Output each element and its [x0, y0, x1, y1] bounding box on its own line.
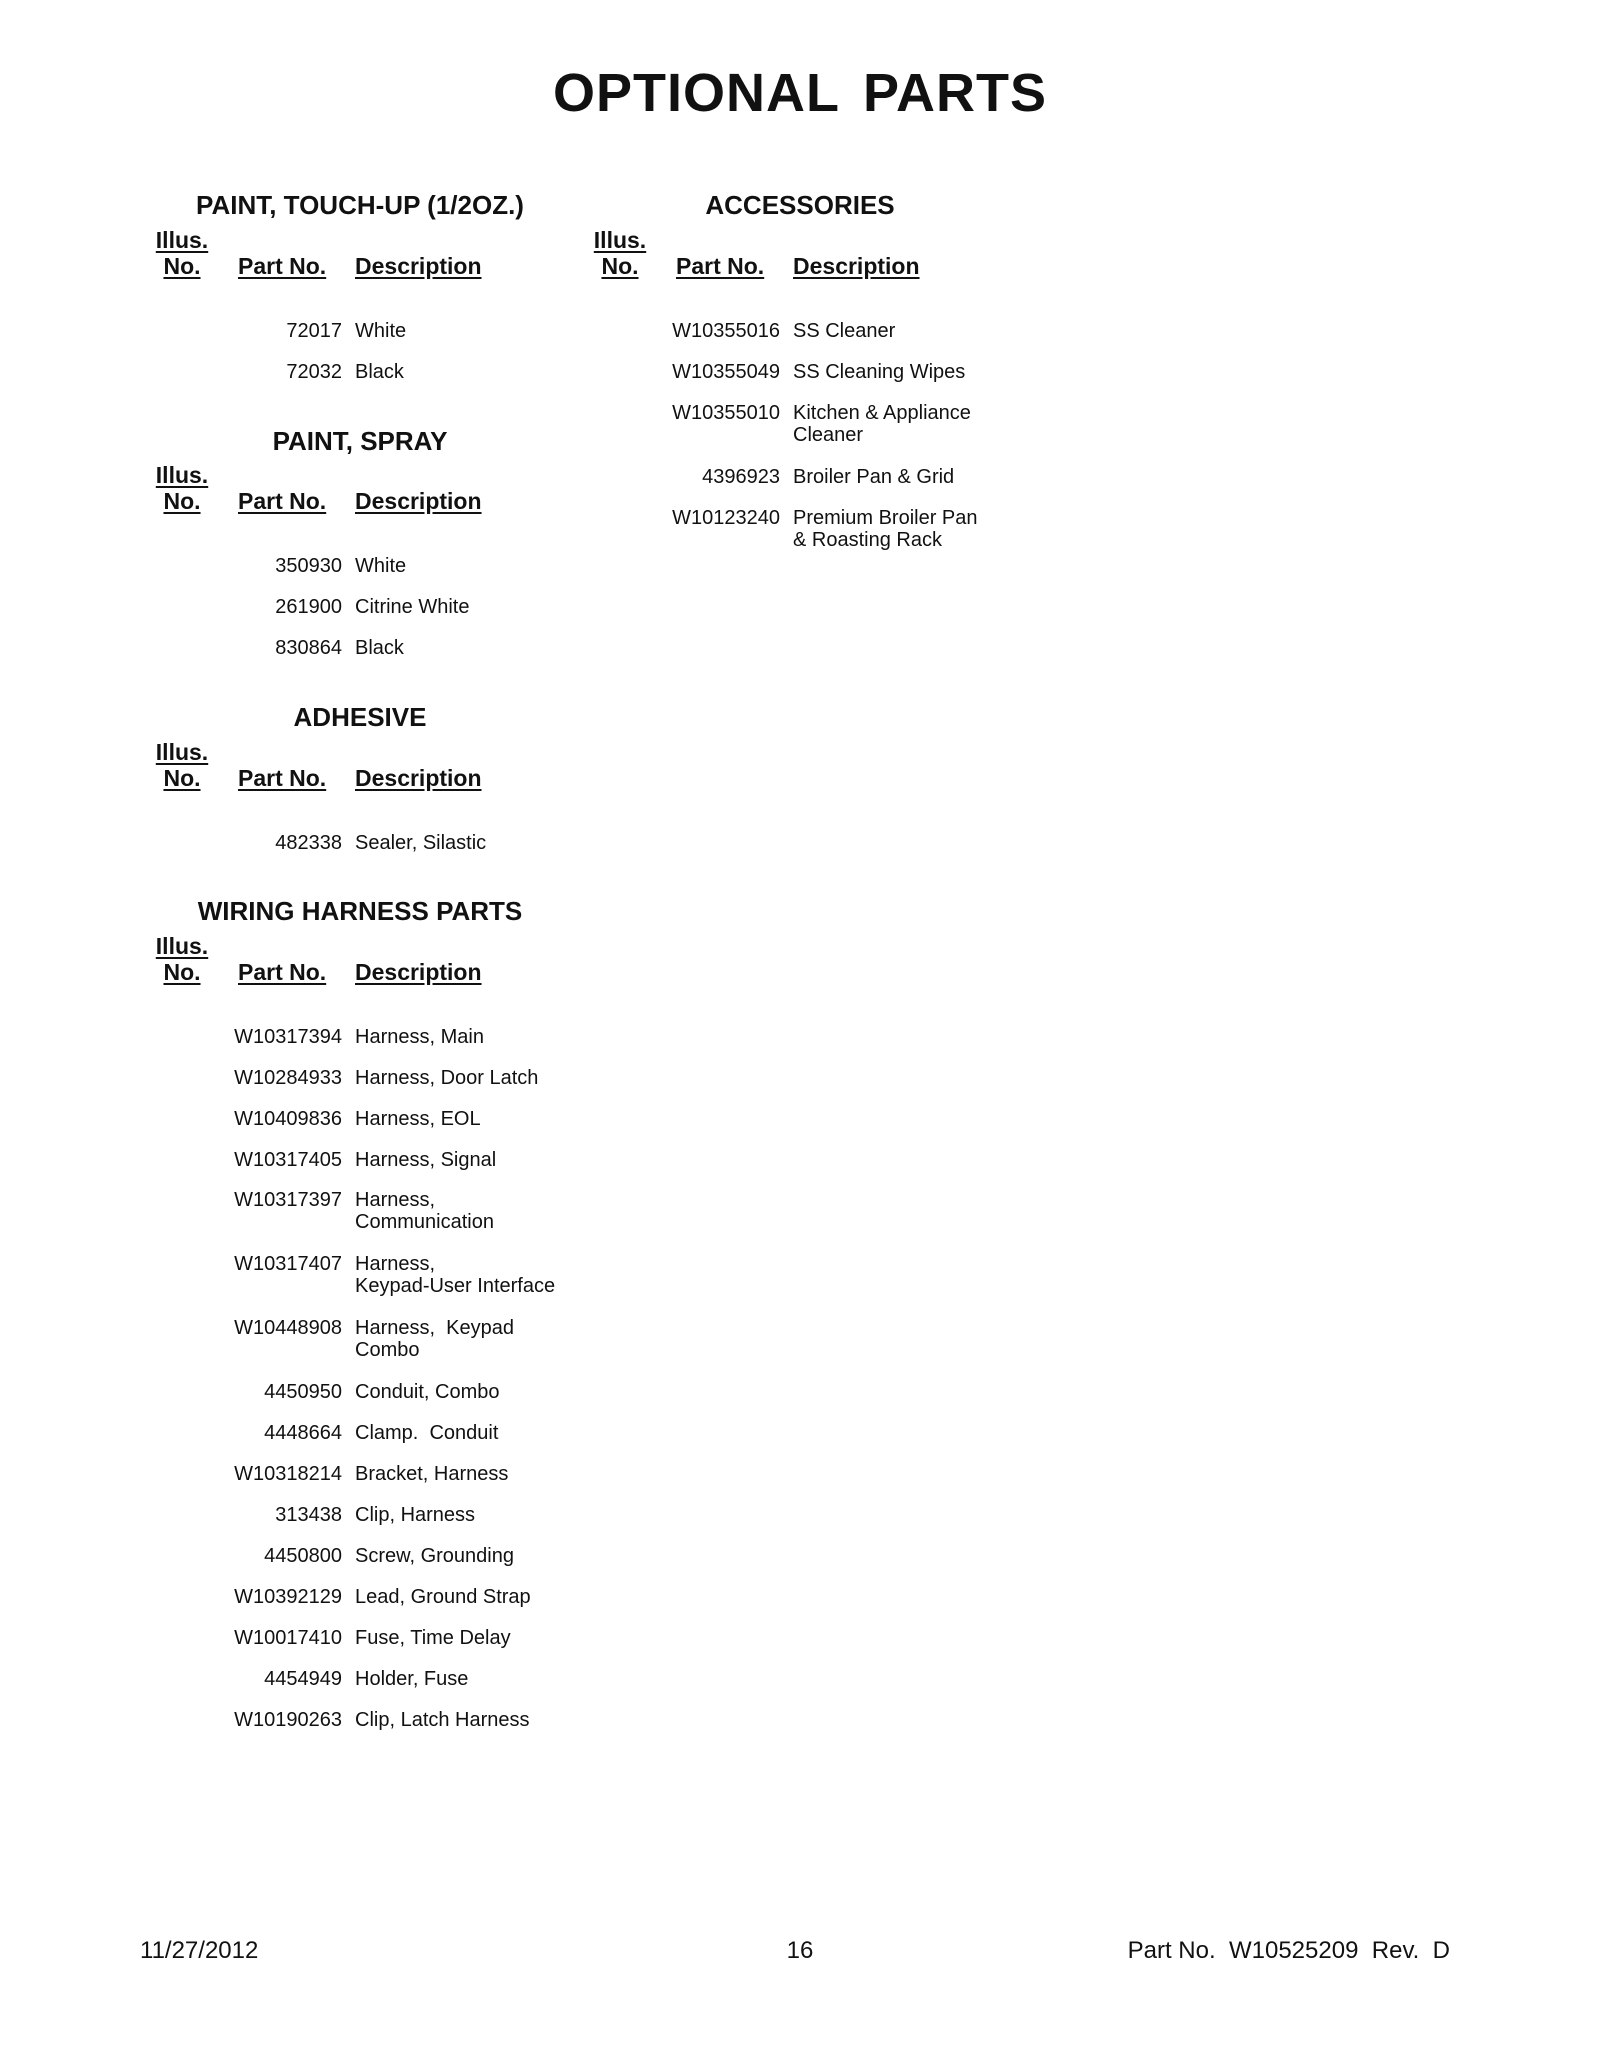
illus-no-label: No.: [163, 253, 201, 279]
footer-revision: Rev. D: [1371, 1937, 1450, 1964]
list-item: [152, 1668, 612, 1690]
part-description: [355, 361, 404, 383]
list-item: [152, 1709, 612, 1731]
part-number: W10017410: [234, 1627, 342, 1649]
part-description: [793, 402, 971, 446]
part-number: W10355049: [672, 361, 780, 383]
description-line: Citrine White: [355, 596, 470, 618]
list-item: [590, 320, 1050, 342]
description-line: Black: [355, 361, 404, 383]
description-line: SS Cleaning Wipes: [793, 361, 966, 383]
description-header: Description: [355, 488, 482, 514]
list-item: [152, 361, 612, 383]
list-item: [152, 1253, 612, 1297]
description-line: Screw, Grounding: [355, 1545, 514, 1567]
part-number: 482338: [275, 832, 342, 854]
part-description: [355, 1545, 514, 1567]
illus-label: Illus.: [155, 933, 209, 959]
list-item: [590, 361, 1050, 383]
section-title-paint-spray: PAINT, SPRAY: [272, 426, 448, 456]
list-item: [152, 1026, 612, 1048]
part-number: 4450950: [264, 1381, 342, 1403]
illus-no-label: No.: [163, 959, 201, 985]
part-description: [355, 1067, 538, 1089]
part-description: [793, 466, 954, 488]
description-header: Description: [355, 959, 482, 985]
description-line: Conduit, Combo: [355, 1381, 500, 1403]
illus-label: Illus.: [593, 227, 647, 253]
illus-label: Illus.: [155, 227, 209, 253]
part-number: W10317394: [234, 1026, 342, 1048]
part-description: [355, 1253, 555, 1297]
description-line: Clamp. Conduit: [355, 1422, 499, 1444]
part-no-header: Part No.: [238, 765, 327, 791]
list-item: [152, 1149, 612, 1171]
illus-no-label: No.: [163, 488, 201, 514]
part-number: W10284933: [234, 1067, 342, 1089]
part-number: 350930: [275, 555, 342, 577]
list-item: [152, 1504, 612, 1526]
illus-no-label: No.: [163, 765, 201, 791]
description-line: Cleaner: [793, 424, 864, 446]
description-line: Combo: [355, 1339, 420, 1361]
list-item: [152, 1189, 612, 1233]
description-line: Broiler Pan & Grid: [793, 466, 955, 488]
part-description: [355, 1317, 514, 1361]
list-item: [590, 402, 1050, 446]
part-description: [793, 507, 978, 551]
part-number: W10355016: [672, 320, 780, 342]
list-item: [152, 1463, 612, 1485]
illus-label: Illus.: [155, 739, 209, 765]
description-line: Harness, Main: [355, 1026, 484, 1048]
footer-document-number: [1128, 1937, 1450, 1965]
part-number: 4448664: [264, 1422, 342, 1444]
description-line: Harness, Keypad: [355, 1317, 514, 1339]
part-description: [355, 1709, 530, 1731]
list-item: [590, 507, 1050, 551]
part-description: [355, 1463, 508, 1485]
footer-page-number: 16: [786, 1937, 814, 1964]
description-line: Fuse, Time Delay: [355, 1627, 511, 1649]
description-line: Holder, Fuse: [355, 1668, 469, 1690]
section-title-accessories: ACCESSORIES: [705, 190, 895, 220]
part-number: 261900: [275, 596, 342, 618]
part-number: W10448908: [234, 1317, 342, 1339]
description-line: Harness, EOL: [355, 1108, 481, 1130]
part-number: 4450800: [264, 1545, 342, 1567]
part-description: [355, 1422, 498, 1444]
description-line: Black: [355, 637, 404, 659]
description-line: White: [355, 320, 407, 342]
part-description: [355, 1026, 484, 1048]
section-title-wiring-harness: WIRING HARNESS PARTS: [197, 896, 523, 926]
part-number: 830864: [275, 637, 342, 659]
part-number: W10317397: [234, 1189, 342, 1211]
part-number: W10355010: [672, 402, 780, 424]
list-item: [152, 1108, 612, 1130]
part-no-header: Part No.: [238, 253, 327, 279]
part-number: 72032: [286, 361, 342, 383]
description-line: White: [355, 555, 407, 577]
part-description: [355, 320, 406, 342]
part-number: W10318214: [234, 1463, 342, 1485]
list-item: [152, 555, 612, 577]
part-number: 4454949: [264, 1668, 342, 1690]
list-item: [152, 637, 612, 659]
list-item: [152, 1586, 612, 1608]
illus-label: Illus.: [155, 462, 209, 488]
list-item: [152, 1545, 612, 1567]
part-number: 313438: [275, 1504, 342, 1526]
footer-date: 11/27/2012: [140, 1937, 259, 1964]
part-description: [355, 832, 486, 854]
part-description: [355, 1627, 511, 1649]
description-line: Harness, Door Latch: [355, 1067, 539, 1089]
section-title-adhesive: ADHESIVE: [293, 702, 427, 732]
description-line: & Roasting Rack: [793, 529, 942, 551]
description-line: Harness, Signal: [355, 1149, 497, 1171]
description-line: Lead, Ground Strap: [355, 1586, 531, 1608]
part-description: [355, 1381, 500, 1403]
list-item: [152, 832, 612, 854]
part-number: 4396923: [702, 466, 780, 488]
description-line: Premium Broiler Pan: [793, 507, 978, 529]
part-number: W10123240: [672, 507, 780, 529]
part-number: W10317405: [234, 1149, 342, 1171]
description-line: Keypad-User Interface: [355, 1275, 556, 1297]
part-description: [355, 1189, 494, 1233]
list-item: [152, 1317, 612, 1361]
list-item: [152, 1627, 612, 1649]
description-header: Description: [355, 765, 482, 791]
list-item: [152, 1381, 612, 1403]
part-description: [355, 1108, 481, 1130]
part-no-header: Part No.: [676, 253, 765, 279]
list-item: [152, 320, 612, 342]
part-description: [355, 1504, 475, 1526]
part-description: [355, 637, 404, 659]
part-description: [793, 320, 895, 342]
description-line: Clip, Harness: [355, 1504, 476, 1526]
page-title: OPTIONAL PARTS: [552, 63, 1048, 123]
description-line: Kitchen & Appliance: [793, 402, 971, 424]
part-no-header: Part No.: [238, 488, 327, 514]
part-number: 72017: [286, 320, 342, 342]
part-description: [355, 1668, 468, 1690]
part-number: W10190263: [234, 1709, 342, 1731]
part-number: W10392129: [234, 1586, 342, 1608]
footer-part-label: Part No.: [1127, 1937, 1216, 1964]
description-header: Description: [355, 253, 482, 279]
description-header: Description: [793, 253, 920, 279]
part-description: [355, 1149, 496, 1171]
list-item: [152, 596, 612, 618]
list-item: [590, 466, 1050, 488]
part-number: W10409836: [234, 1108, 342, 1130]
part-description: [355, 555, 406, 577]
description-line: Communication: [355, 1211, 494, 1233]
description-line: SS Cleaner: [793, 320, 896, 342]
description-line: Clip, Latch Harness: [355, 1709, 530, 1731]
part-description: [355, 1586, 531, 1608]
part-no-header: Part No.: [238, 959, 327, 985]
part-description: [355, 596, 469, 618]
description-line: Bracket, Harness: [355, 1463, 509, 1485]
part-number: W10317407: [234, 1253, 342, 1275]
section-title-paint-touchup: PAINT, TOUCH-UP (1/2OZ.): [196, 190, 524, 220]
part-description: [793, 361, 965, 383]
illus-no-label: No.: [601, 253, 639, 279]
list-item: [152, 1067, 612, 1089]
description-line: Sealer, Silastic: [355, 832, 487, 854]
list-item: [152, 1422, 612, 1444]
description-line: Harness,: [355, 1253, 436, 1275]
footer-part-number: W10525209: [1228, 1937, 1359, 1964]
description-line: Harness,: [355, 1189, 436, 1211]
